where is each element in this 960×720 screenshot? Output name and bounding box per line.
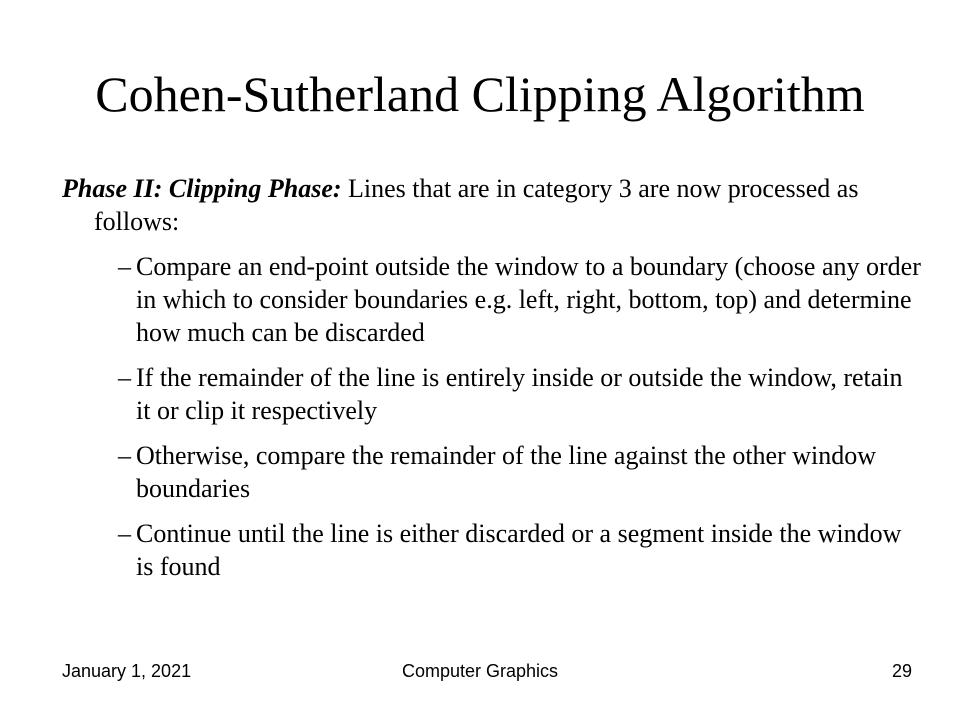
bullet-dash: – (118, 363, 131, 392)
bullet-dash: – (118, 252, 131, 281)
phase-label: Phase II: Clipping Phase: (62, 174, 342, 203)
lead-paragraph (62, 172, 922, 238)
lead-text: Lines that are in category 3 are now processed as follows: (94, 174, 859, 236)
footer-date: January 1, 2021 (62, 661, 192, 681)
bullet-text: Compare an end-point outside the window to a boundary (choose any order in which to consider boundaries e.g. left, right, bottom, top) and determine how much can be discarded (136, 252, 921, 347)
slide-title: Cohen-Sutherland Clipping Algorithm (95, 66, 865, 122)
bullet-text: If the remainder of the line is entirely inside or outside the window, retain it or clip it respectively (136, 363, 903, 425)
bullet-item-otherwise (62, 439, 922, 505)
bullet-dash: – (118, 519, 131, 548)
bullet-item-retain (62, 361, 922, 427)
bullet-item-continue (62, 517, 922, 583)
bullet-item-compare (62, 250, 922, 349)
bullet-list (62, 250, 922, 583)
bullet-text: Otherwise, compare the remainder of the line against the other window boundaries (136, 441, 877, 503)
slide-body (62, 172, 922, 595)
footer-course: Computer Graphics (401, 661, 559, 681)
bullet-dash: – (118, 441, 131, 470)
bullet-text: Continue until the line is either discarded or a segment inside the window is found (136, 519, 902, 581)
footer-page-number: 29 (891, 661, 912, 681)
